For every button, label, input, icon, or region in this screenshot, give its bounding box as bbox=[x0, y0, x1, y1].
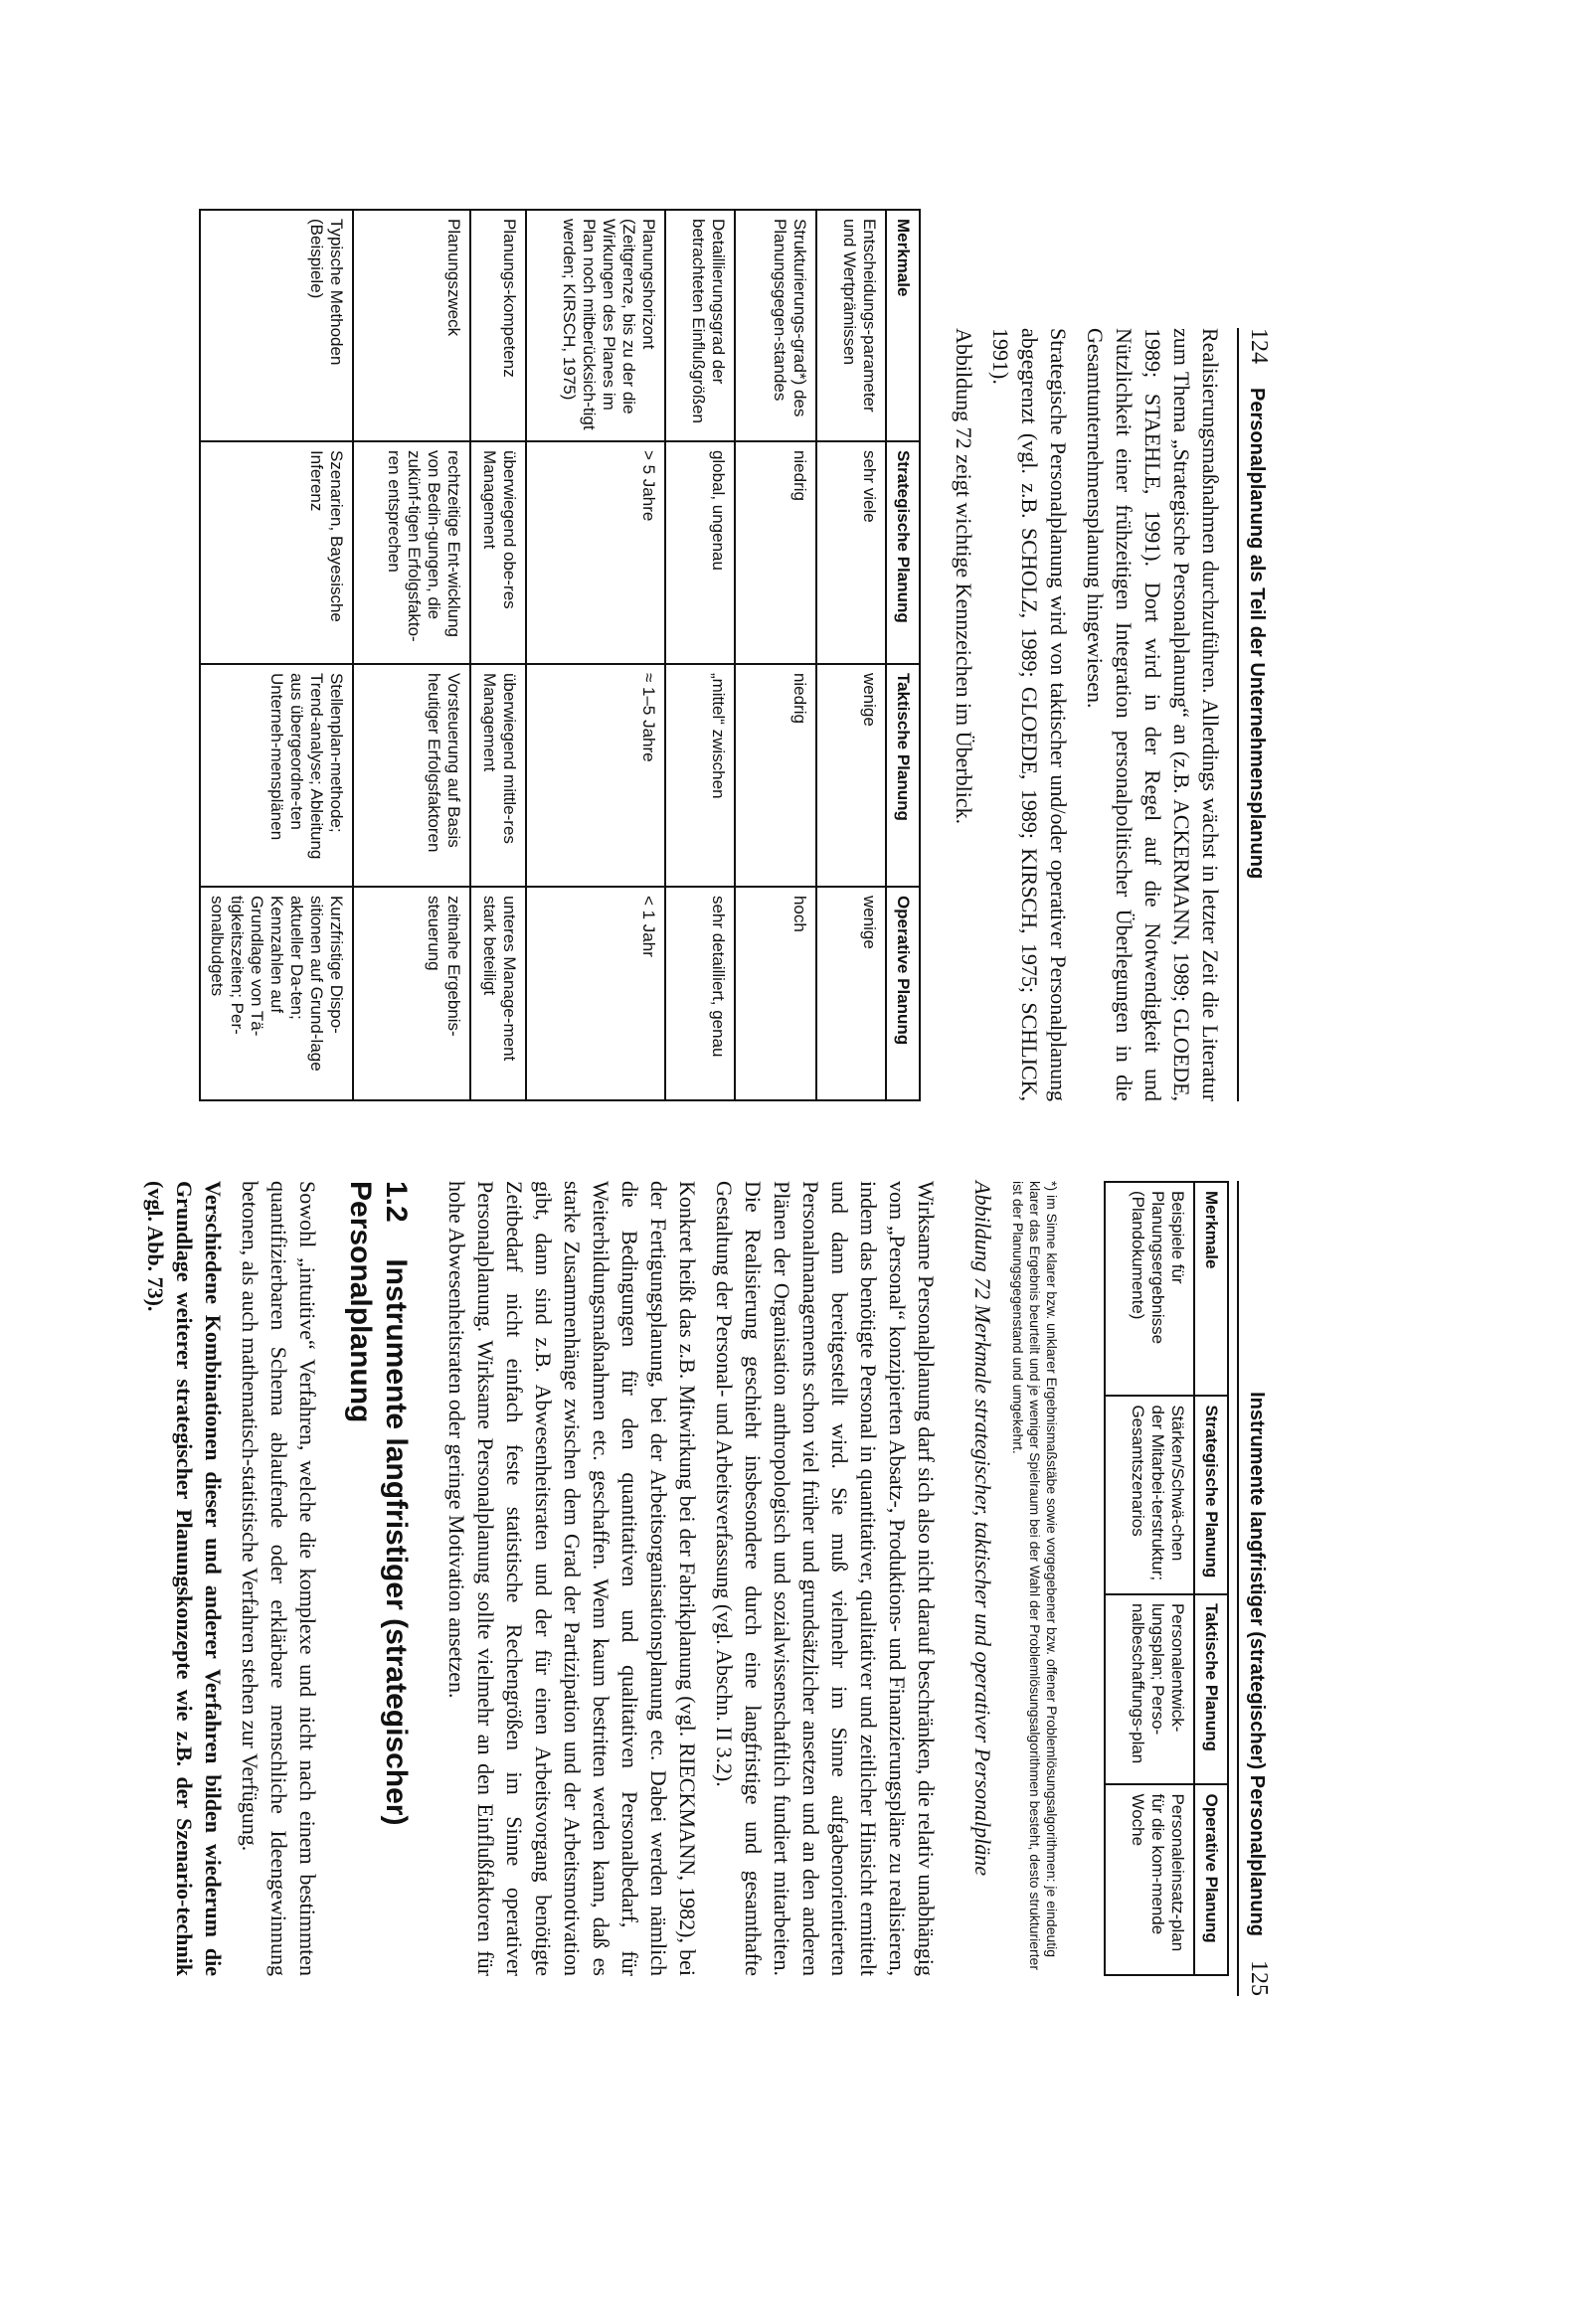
page-124 bbox=[0, 0, 1577, 1161]
page-125 bbox=[0, 1161, 1577, 2324]
table-cell: > 5 Jahre bbox=[526, 441, 665, 664]
right-para-3: Sowohl „intuitive“ Verfahren, welche die komplexe und nicht nach einem bestimmten quantifizierbaren Schema ablaufende oder erklärbare menschliche Ideengewinnung betonen, als auch mathematisch-statistische Verfahren stehen zur Verfügung. bbox=[238, 1181, 320, 1976]
right-para-1: Wirksame Personalplanung darf sich also nicht darauf beschränken, die relativ unabhängig vom „Personal“ konzipierten Absatz-, Produktions- und Finanzierungspläne zu realisieren, indem das benötigte Personal in quantitativer, qualitativer und zeitlicher Hinsicht ermittelt und dann bereitgestellt wird. Sie muß vielmehr im Sinne aufgabenorientierten Personalmanagements schon viel früher und grundsätzlicher ansetzen und an den anderen Plänen der Organisation anthropologisch und sozialwissenschaftlich fundiert mitarbeiten. Die Realisierung geschieht insbesondere durch eine langfristige und gesamthafte Gestaltung der Personal- und Arbeitsverfassung (vgl. Abschn. II 3.2). bbox=[712, 1181, 939, 1976]
table-row bbox=[816, 210, 886, 1100]
table-row bbox=[1105, 1182, 1194, 1975]
table-header-cell: Taktische Planung bbox=[886, 664, 920, 887]
running-head-right bbox=[1237, 1181, 1279, 1996]
left-para-3: Abbildung 72 zeigt wichtige Kennzeichen im Überblick. bbox=[952, 328, 976, 825]
section-title: Instrumente langfristiger (strategischer) Personalplanung bbox=[344, 1181, 413, 1826]
figure-caption: Abbildung 72 Merkmale strategischer, taktischer und operativer Personalpläne bbox=[970, 1181, 995, 1876]
table-cell: Stärken/Schwä-chen der Mitarbei-terstruktur; Gesamtszenarios bbox=[1105, 1396, 1194, 1594]
table-cell: Detaillierungsgrad der betrachteten Einflußgrößen bbox=[665, 210, 735, 441]
right-para-4: Verschiedene Kombinationen dieser und anderer Verfahren bilden wiederum die Grundlage weiterer strategischer Planungskonzepte wie z.B. der Szenario-technik (vgl. Abb. 73). bbox=[143, 1181, 226, 1976]
table-cell: überwiegend obe-res Management bbox=[470, 441, 526, 664]
table-cell: sehr viele bbox=[816, 441, 886, 664]
table-cell: unteres Manage-ment stark beteiligt bbox=[470, 887, 526, 1100]
table-cell: niedrig bbox=[735, 664, 816, 887]
table-cell: „mittel“ zwischen bbox=[665, 664, 735, 887]
table-header-cell: Strategische Planung bbox=[1194, 1396, 1228, 1594]
table-cell: Personalentwick-lungsplan; Perso-nalbeschaffungs-plan bbox=[1105, 1594, 1194, 1785]
table-cell: global, ungenau bbox=[665, 441, 735, 664]
table-cell: rechtzeitige Ent-wicklung von Bedin-gungen, die zukünf-tigen Erfolgsfakto-ren entsprechen bbox=[353, 441, 470, 664]
table-header-cell: Taktische Planung bbox=[1194, 1594, 1228, 1785]
page-number-right: 125 bbox=[1246, 1960, 1272, 1996]
table-cell: Kurzfristige Dispo-sitionen auf Grund-lage aktueller Da-ten; Kennzahlen auf Grundlage von Tä-tigkeitszeiten; Per-sonalbudgets bbox=[200, 887, 353, 1100]
running-head-title-left: Personalplanung als Teil der Unternehmensplanung bbox=[1246, 388, 1268, 880]
table-row bbox=[526, 210, 665, 1100]
left-body bbox=[942, 328, 1225, 1101]
left-para-2: Strategische Personalplanung wird von taktischer und/oder operativer Personalplanung abgegrenzt (vgl. z.B. SCHOLZ, 1989; GLOEDE, 1989; KIRSCH, 1975; SCHLICK, 1991). bbox=[988, 328, 1071, 1101]
table-header-cell: Strategische Planung bbox=[886, 441, 920, 664]
table-header-row bbox=[886, 210, 920, 1100]
table-row bbox=[735, 210, 816, 1100]
table-cell: Planungshorizont (Zeitgrenze, bis zu der die Wirkungen des Planes im Plan noch mitberücksich-tigt werden; KIRSCH, 1975) bbox=[526, 210, 665, 441]
overview-table-continued bbox=[1104, 1181, 1229, 1976]
table-header-cell: Merkmale bbox=[886, 210, 920, 441]
table-row bbox=[470, 210, 526, 1100]
table-cell: Entscheidungs-parameter und Wertprämissen bbox=[816, 210, 886, 441]
table-cell: wenige bbox=[816, 887, 886, 1100]
table-cell: Typische Methoden (Beispiele) bbox=[200, 210, 353, 441]
table-cell: zeitnahe Ergebnis-steuerung bbox=[353, 887, 470, 1100]
table-cell: Vorsteuerung auf Basis heutiger Erfolgsfaktoren bbox=[353, 664, 470, 887]
table-header-cell: Operative Planung bbox=[886, 887, 920, 1100]
right-para-2: Konkret heißt das z.B. Mitwirkung bei der Fabrikplanung (vgl. RIECKMANN, 1982), bei der Fertigungsplanung, bei der Arbeitsorganisationsplanung etc. Dabei werden nämlich die Bedingungen für den quantitativen und qualitativen Personalbedarf, für Weiterbildungsmaßnahmen etc. geschaffen. Wenn kaum bestritten werden kann, daß es starke Zusammenhänge zwischen dem Grad der Partizipation und der Arbeitsmotivation gibt, dann sind z.B. Abwesenheitsraten und der für einen Arbeitsvorgang benötigte Zeitbedarf nicht einfach feste statistische Rechengrößen im Sinne operativer Personalplanung. Wirksame Personalplanung sollte vielmehr an den Einflußfaktoren für hohe Abwesenheitsraten oder geringe Motivation ansetzen. bbox=[444, 1181, 700, 1976]
table-row bbox=[353, 210, 470, 1100]
overview-table bbox=[199, 209, 921, 1101]
table-row bbox=[665, 210, 735, 1100]
table-header-row bbox=[1194, 1182, 1228, 1975]
page-number-left: 124 bbox=[1246, 328, 1272, 364]
table-header-cell: Operative Planung bbox=[1194, 1784, 1228, 1975]
table-cell: wenige bbox=[816, 664, 886, 887]
table-cell: ≈ 1–5 Jahre bbox=[526, 664, 665, 887]
table-cell: Planungszweck bbox=[353, 210, 470, 441]
table-cell: Strukturierungs-grad*) des Planungsgegen-standes bbox=[735, 210, 816, 441]
table-cell: < 1 Jahr bbox=[526, 887, 665, 1100]
table-cell: niedrig bbox=[735, 441, 816, 664]
running-head-left bbox=[1237, 328, 1279, 1101]
table-footnote: *) im Sinne klarer bzw. unklarer Ergebnismaßstäbe sowie vorgegebener bzw. offener Problemlösungsalgorithmen: je eindeutig klarer das Ergebnis beurteilt und je weniger Spielraum bei der Wahl der Problemlösungsalgorithmen besteht, desto strukturierter ist der Planungsgegenstand und umgekehrt. bbox=[1010, 1181, 1060, 1970]
table-cell: Personaleinsatz-plan für die kom-mende Woche bbox=[1105, 1784, 1194, 1975]
right-body-2 bbox=[133, 1181, 322, 1976]
section-number: 1.2 bbox=[380, 1181, 413, 1223]
table-cell: Beispiele für Planungsergebnisse (Plandokumente) bbox=[1105, 1182, 1194, 1396]
table-cell: sehr detailliert, genau bbox=[665, 887, 735, 1100]
right-body-1 bbox=[435, 1181, 941, 1976]
table-cell: Stellenplan-methode; Trend-analyse; Ableitung aus übergeordne-ten Unterneh-mensplänen bbox=[200, 664, 353, 887]
section-heading bbox=[342, 1181, 414, 1976]
table-cell: Szenarien, Bayesische Inferenz bbox=[200, 441, 353, 664]
left-para-1: Realisierungsmaßnahmen durchzuführen. Allerdings wächst in letzter Zeit die Literatur zum Thema „Strategische Personalplanung“ an (z.B. ACKERMANN, 1989; GLOEDE, 1989; STAEHLE, 1991). Dort wird in der Regel auf die Notwendigkeit und Nützlichkeit einer frühzeitigen Integration personalpolitischer Überlegungen in die Gesamtunternehmensplanung hingewiesen. bbox=[1083, 328, 1223, 1101]
table-cell: überwiegend mittle-res Management bbox=[470, 664, 526, 887]
table-cell: Planungs-kompetenz bbox=[470, 210, 526, 441]
table-header-cell: Merkmale bbox=[1194, 1182, 1228, 1396]
table-cell: hoch bbox=[735, 887, 816, 1100]
table-row bbox=[200, 210, 353, 1100]
running-head-title-right: Instrumente langfristiger (strategischer) Personalplanung bbox=[1246, 1392, 1268, 1936]
